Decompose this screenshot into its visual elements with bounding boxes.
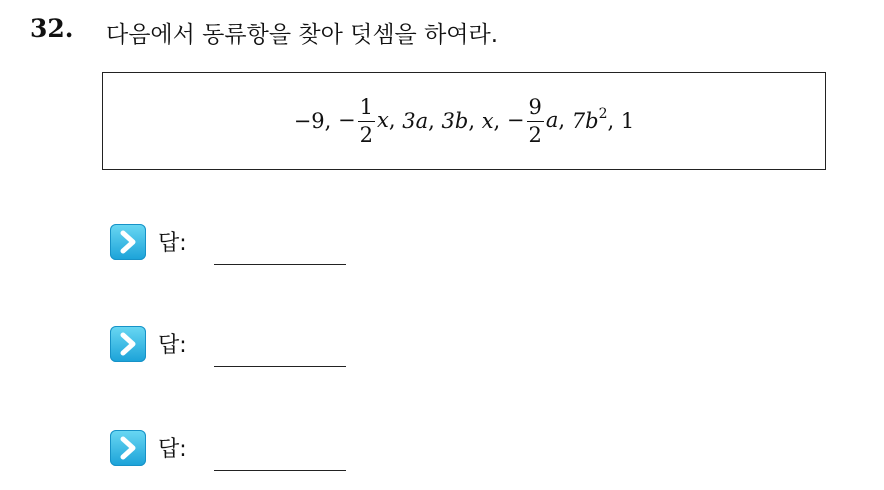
answer-blank[interactable] xyxy=(214,366,346,367)
answer-row-1 xyxy=(110,224,370,284)
fraction-one-half xyxy=(358,94,375,147)
fraction-numerator: 1 xyxy=(359,94,374,119)
answer-label: 답: xyxy=(158,437,187,462)
chevron-right-icon xyxy=(110,224,146,260)
answer-blank[interactable] xyxy=(214,470,346,471)
term-text: 3a xyxy=(402,109,429,133)
minus-sign: − xyxy=(506,107,525,132)
term-7b-squared: $7b^2$, xyxy=(571,106,615,133)
term-1: 1 xyxy=(620,109,635,133)
answer-blank[interactable] xyxy=(214,264,346,265)
question-number: 32. xyxy=(30,14,74,43)
chevron-right-icon xyxy=(110,430,146,466)
answer-label: 답: xyxy=(158,333,187,358)
question-text: 다음에서 동류항을 찾아 덧셈을 하여라. xyxy=(106,22,499,48)
term-neg-half-x xyxy=(338,94,396,147)
fraction-denominator: 2 xyxy=(528,122,542,147)
fraction-numerator: 9 xyxy=(528,94,542,119)
term-text: 3b xyxy=(441,109,469,133)
term-text: 7b xyxy=(571,109,599,133)
term-x: x, xyxy=(481,109,501,133)
separator: , xyxy=(388,107,396,132)
term-neg-nine-halves-a xyxy=(506,94,566,147)
term-text: x xyxy=(481,109,494,133)
answer-row-2 xyxy=(110,326,370,386)
variable-a: a xyxy=(545,107,559,132)
fraction-nine-halves xyxy=(527,94,544,147)
term-3b: 3b, xyxy=(441,109,475,133)
term-neg-9: −9, xyxy=(293,109,332,133)
answer-row-3 xyxy=(110,430,370,490)
variable-x: x xyxy=(377,107,389,132)
term-3a: 3a, xyxy=(402,109,435,133)
chevron-right-icon xyxy=(110,326,146,362)
answer-label: 답: xyxy=(158,231,187,256)
exponent: 2 xyxy=(598,106,608,122)
fraction-denominator: 2 xyxy=(359,122,374,147)
separator: , xyxy=(558,107,566,132)
expression-terms xyxy=(103,73,825,169)
minus-sign: − xyxy=(338,107,356,132)
expression-box xyxy=(102,72,826,170)
